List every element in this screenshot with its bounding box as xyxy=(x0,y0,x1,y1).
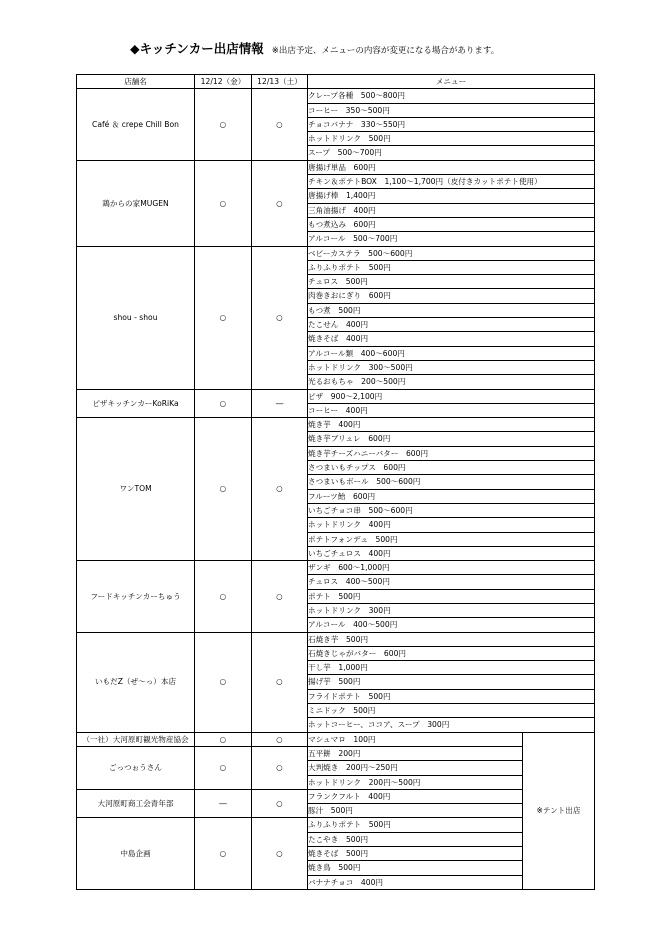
day2-mark: ○ xyxy=(252,246,308,389)
menu-item: コーヒー 400円 xyxy=(308,403,595,417)
menu-item: 焼きそば 500円 xyxy=(308,847,523,861)
menu-item: 五平餅 200円 xyxy=(308,746,523,760)
tent-note: ※テント出店 xyxy=(523,732,595,889)
menu-item: ポテトフォンデュ 500円 xyxy=(308,532,595,546)
menu-item: ホットドリンク 400円 xyxy=(308,518,595,532)
menu-item: 焼き芋チーズハニーバター 600円 xyxy=(308,446,595,460)
day1-mark: ○ xyxy=(195,561,252,632)
menu-item: ふりふりポテト 500円 xyxy=(308,818,523,832)
table-row xyxy=(77,632,595,646)
menu-item: フライドポテト 500円 xyxy=(308,689,595,703)
day2-mark: ○ xyxy=(252,632,308,732)
table-row xyxy=(77,732,595,746)
header-menu: メニュー xyxy=(308,75,595,89)
table-row xyxy=(77,561,595,575)
store-name: Café ＆ crepe Chill Bon xyxy=(77,89,195,160)
day1-mark: ○ xyxy=(195,160,252,246)
header-row xyxy=(77,75,595,89)
menu-item: 焼き鳥 500円 xyxy=(308,861,523,875)
day1-mark: ○ xyxy=(195,818,252,889)
menu-item: ふりふりポテト 500円 xyxy=(308,260,595,274)
table-row xyxy=(77,160,595,174)
menu-item: ホットドリンク 300円 xyxy=(308,603,595,617)
menu-item: バナナチョコ 400円 xyxy=(308,875,523,889)
table-row xyxy=(77,818,595,832)
table-row xyxy=(77,789,595,803)
day2-mark: ○ xyxy=(252,160,308,246)
day1-mark: ○ xyxy=(195,632,252,732)
day2-mark: ― xyxy=(252,389,308,418)
menu-item: クレープ各種 500～800円 xyxy=(308,89,595,103)
page-note: ※出店予定、メニューの内容が変更になる場合があります。 xyxy=(271,46,500,56)
menu-item: ポテト 500円 xyxy=(308,589,595,603)
day1-mark: ○ xyxy=(195,89,252,160)
menu-item: たこせん 400円 xyxy=(308,318,595,332)
menu-item: ピザ 900～2,100円 xyxy=(308,389,595,403)
menu-item: もつ煮込み 600円 xyxy=(308,217,595,231)
menu-item: 豚汁 500円 xyxy=(308,804,523,818)
menu-item: スープ 500～700円 xyxy=(308,146,595,160)
header-day2: 12/13（土） xyxy=(252,75,308,89)
menu-item: 石焼き芋 500円 xyxy=(308,632,595,646)
menu-item: フランクフルト 400円 xyxy=(308,789,523,803)
menu-item: ホットコーヒー、ココア、スープ 300円 xyxy=(308,718,595,732)
menu-item: コーヒー 350～500円 xyxy=(308,103,595,117)
menu-item: いちごチョコ串 500～600円 xyxy=(308,503,595,517)
header-day1: 12/12（金） xyxy=(195,75,252,89)
day1-mark: ○ xyxy=(195,246,252,389)
day1-mark: ○ xyxy=(195,732,252,746)
store-name: ごっつぉうさん xyxy=(77,746,195,789)
menu-item: たこやき 500円 xyxy=(308,832,523,846)
menu-item: 光るおもちゃ 200～500円 xyxy=(308,375,595,389)
store-name: 中島企画 xyxy=(77,818,195,889)
store-name: フードキッチンカーちゅう xyxy=(77,561,195,632)
menu-item: チョコバナナ 330～550円 xyxy=(308,117,595,131)
day1-mark: ○ xyxy=(195,389,252,418)
store-name: 鶏からの家MUGEN xyxy=(77,160,195,246)
menu-item: ホットドリンク 200円～500円 xyxy=(308,775,523,789)
table-row xyxy=(77,746,595,760)
menu-item: 焼き芋ブリュレ 600円 xyxy=(308,432,595,446)
day2-mark: ○ xyxy=(252,561,308,632)
day2-mark: ○ xyxy=(252,418,308,561)
menu-item: 唐揚げ棒 1,400円 xyxy=(308,189,595,203)
store-name: 大河原町商工会青年部 xyxy=(77,789,195,818)
menu-item: チキン＆ポテトBOX 1,100～1,700円（皮付きカットポテト使用） xyxy=(308,175,595,189)
menu-item: アルコール 500～700円 xyxy=(308,232,595,246)
page-header xyxy=(130,38,499,57)
table-body xyxy=(77,89,595,890)
day2-mark: ○ xyxy=(252,818,308,889)
kitchen-car-table xyxy=(76,74,595,890)
menu-item: アルコール類 400～600円 xyxy=(308,346,595,360)
menu-item: チュロス 400～500円 xyxy=(308,575,595,589)
menu-item: 唐揚げ単品 600円 xyxy=(308,160,595,174)
day2-mark: ○ xyxy=(252,746,308,789)
menu-item: ベビーカステラ 500～600円 xyxy=(308,246,595,260)
page-title: ◆キッチンカー出店情報 xyxy=(130,41,264,56)
day1-mark: ― xyxy=(195,789,252,818)
menu-item: アルコール 400～500円 xyxy=(308,618,595,632)
menu-item: さつまいもチップス 600円 xyxy=(308,461,595,475)
table-row xyxy=(77,246,595,260)
day2-mark: ○ xyxy=(252,89,308,160)
menu-item: 揚げ芋 500円 xyxy=(308,675,595,689)
day2-mark: ○ xyxy=(252,789,308,818)
table-row xyxy=(77,418,595,432)
menu-item: 三角油揚げ 400円 xyxy=(308,203,595,217)
menu-item: 焼きそば 400円 xyxy=(308,332,595,346)
menu-item: マシュマロ 100円 xyxy=(308,732,523,746)
menu-item: ホットドリンク 500円 xyxy=(308,132,595,146)
menu-item: ザンギ 600～1,000円 xyxy=(308,561,595,575)
store-name: いもだZ（ぜ～っ）本店 xyxy=(77,632,195,732)
menu-item: いちごチュロス 400円 xyxy=(308,546,595,560)
menu-item: 大判焼き 200円～250円 xyxy=(308,761,523,775)
menu-item: 肉巻きおにぎり 600円 xyxy=(308,289,595,303)
header-store: 店舗名 xyxy=(77,75,195,89)
menu-item: 干し芋 1,000円 xyxy=(308,661,595,675)
store-name: （一社）大河原町観光物産協会 xyxy=(77,732,195,746)
table-row xyxy=(77,389,595,403)
store-name: ピザキッチンカーKoRiKa xyxy=(77,389,195,418)
menu-item: もつ煮 500円 xyxy=(308,303,595,317)
menu-item: ミニドック 500円 xyxy=(308,704,595,718)
day2-mark: ○ xyxy=(252,732,308,746)
menu-item: フルーツ飴 600円 xyxy=(308,489,595,503)
menu-item: 焼き芋 400円 xyxy=(308,418,595,432)
menu-item: ホットドリンク 300～500円 xyxy=(308,360,595,374)
menu-item: 石焼きじゃがバター 600円 xyxy=(308,646,595,660)
day1-mark: ○ xyxy=(195,746,252,789)
day1-mark: ○ xyxy=(195,418,252,561)
table-row xyxy=(77,89,595,103)
store-name: ワンTOM xyxy=(77,418,195,561)
store-name: shou - shou xyxy=(77,246,195,389)
menu-item: チュロス 500円 xyxy=(308,275,595,289)
menu-item: さつまいもボール 500～600円 xyxy=(308,475,595,489)
